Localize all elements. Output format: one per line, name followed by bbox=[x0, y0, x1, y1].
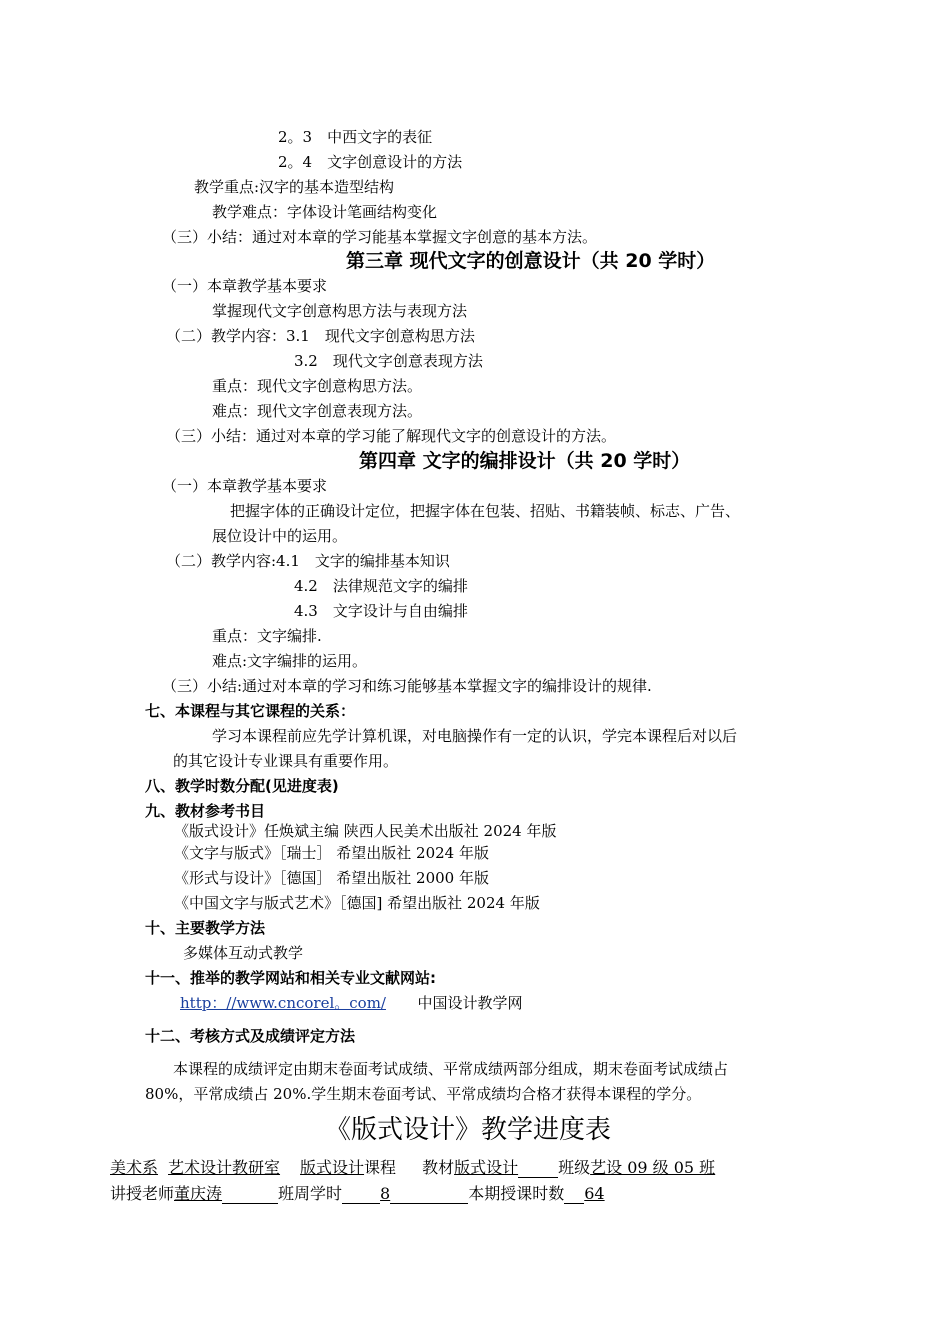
section-8-heading: 八、教学时数分配(见进度表) bbox=[145, 777, 339, 795]
reference-book-1: 《版式设计》任焕斌主编 陕西人民美术出版社 2024 年版 bbox=[174, 822, 557, 840]
ch2-key-point: 教学重点:汉字的基本造型结构 bbox=[194, 178, 395, 196]
textbook-value: 版式设计 bbox=[454, 1158, 519, 1177]
total-hours-label: 本期授课时数 bbox=[468, 1184, 565, 1203]
schedule-title: 《版式设计》教学进度表 bbox=[325, 1115, 612, 1145]
ch4-requirements-text-1: 把握字体的正确设计定位，把握字体在包装、招贴、书籍装帧、标志、广告、 bbox=[230, 502, 741, 520]
ch4-requirements-text-2: 展位设计中的运用。 bbox=[212, 527, 348, 545]
section-7-heading: 七、本课程与其它课程的关系： bbox=[145, 702, 356, 720]
section-12-text-1: 本课程的成绩评定由期末卷面考试成绩、平常成绩两部分组成，期末卷面考试成绩占 bbox=[173, 1060, 729, 1078]
section-7-text-2: 的其它设计专业课具有重要作用。 bbox=[173, 752, 399, 770]
ch4-content-item-1: （二）教学内容:4.1 文字的编排基本知识 bbox=[166, 552, 450, 570]
ch4-difficulty: 难点:文字编排的运用。 bbox=[212, 652, 368, 670]
teacher-value: 董庆涛 bbox=[174, 1184, 223, 1203]
section-10-heading: 十、主要教学方法 bbox=[145, 919, 266, 937]
ch3-requirements-text: 掌握现代文字创意构思方法与表现方法 bbox=[212, 302, 468, 320]
office-value: 艺术设计教研室 bbox=[168, 1158, 281, 1177]
weekly-hours-label: 班周学时 bbox=[278, 1184, 343, 1203]
website-name: 中国设计教学网 bbox=[417, 994, 523, 1012]
class-value: 艺设 09 级 05 班 bbox=[590, 1158, 716, 1177]
ch3-key-point: 重点：现代文字创意构思方法。 bbox=[212, 377, 423, 395]
section-12-text-2: 80%，平常成绩占 20%.学生期末卷面考试、平常成绩均合格才获得本课程的学分。 bbox=[145, 1085, 702, 1103]
section-9-heading: 九、教材参考书目 bbox=[145, 802, 266, 820]
chapter-4-title: 第四章 文字的编排设计（共 20 学时） bbox=[359, 450, 691, 472]
section-11-heading: 十一、推举的教学网站和相关专业文献网站: bbox=[145, 969, 437, 987]
course-name-value: 版式设计 bbox=[300, 1158, 365, 1177]
ch4-content-item-3: 4.3 文字设计与自由编排 bbox=[294, 602, 468, 620]
website-link[interactable]: http：//www.cncorel。com/ bbox=[180, 994, 386, 1012]
weekly-hours-value: 8 bbox=[380, 1184, 391, 1203]
section-7-text-1: 学习本课程前应先学计算机课，对电脑操作有一定的认识，学完本课程后对以后 bbox=[212, 727, 738, 745]
ch4-summary: （三）小结:通过对本章的学习和练习能够基本掌握文字的编排设计的规律. bbox=[162, 677, 652, 695]
schedule-info-line-2 bbox=[110, 1184, 605, 1204]
ch2-difficulty: 教学难点：字体设计笔画结构变化 bbox=[212, 203, 438, 221]
ch4-key-point: 重点：文字编排. bbox=[212, 627, 322, 645]
ch3-summary: （三）小结：通过对本章的学习能了解现代文字的创意设计的方法。 bbox=[166, 427, 617, 445]
teacher-label: 讲授老师 bbox=[110, 1184, 175, 1203]
department-value: 美术系 bbox=[110, 1158, 159, 1177]
chapter-3-title: 第三章 现代文字的创意设计（共 20 学时） bbox=[346, 250, 716, 272]
schedule-info-line-1 bbox=[110, 1158, 715, 1178]
website-row bbox=[180, 993, 523, 1013]
total-hours-value: 64 bbox=[584, 1184, 605, 1203]
class-label: 班级 bbox=[558, 1158, 591, 1177]
section-12-heading: 十二、考核方式及成绩评定方法 bbox=[145, 1027, 356, 1045]
ch2-item-2-3: 2。3 中西文字的表征 bbox=[278, 128, 433, 146]
ch3-difficulty: 难点：现代文字创意表现方法。 bbox=[212, 402, 423, 420]
reference-book-3: 《形式与设计》［德国］ 希望出版社 2000 年版 bbox=[174, 869, 489, 887]
reference-book-2: 《文字与版式》［瑞士］ 希望出版社 2024 年版 bbox=[174, 844, 489, 862]
ch3-requirements-heading: （一）本章教学基本要求 bbox=[162, 277, 328, 295]
ch3-content-item-1: （二）教学内容：3.1 现代文字创意构思方法 bbox=[166, 327, 475, 345]
ch3-content-item-2: 3.2 现代文字创意表现方法 bbox=[294, 352, 483, 370]
ch4-content-item-2: 4.2 法律规范文字的编排 bbox=[294, 577, 468, 595]
reference-book-4: 《中国文字与版式艺术》［德国] 希望出版社 2024 年版 bbox=[174, 894, 540, 912]
section-10-text: 多媒体互动式教学 bbox=[183, 944, 304, 962]
course-label: 课程 bbox=[364, 1158, 397, 1177]
ch2-item-2-4: 2。4 文字创意设计的方法 bbox=[278, 153, 463, 171]
ch2-summary: （三）小结：通过对本章的学习能基本掌握文字创意的基本方法。 bbox=[162, 228, 598, 246]
ch4-requirements-heading: （一）本章教学基本要求 bbox=[162, 477, 328, 495]
textbook-label: 教材 bbox=[422, 1158, 455, 1177]
